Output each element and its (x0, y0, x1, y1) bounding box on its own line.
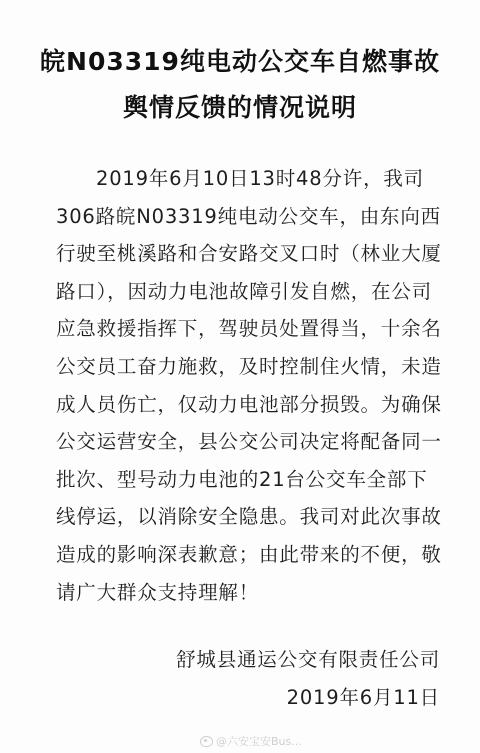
document-title-line-1: 皖N03319纯电动公交车自燃事故 (40, 47, 440, 76)
body-line: 2019年6月10日13时48分许，我司 (96, 167, 424, 190)
body-line: 请广大群众支持理解！ (56, 580, 260, 604)
signature-organization: 舒城县通运公交有限责任公司 (176, 648, 440, 671)
body-line: 批次、型号动力电池的21台公交车全部下 (56, 467, 428, 491)
weibo-icon (200, 736, 213, 747)
document-title-line-2: 舆情反馈的情况说明 (122, 93, 357, 122)
watermark (200, 733, 302, 749)
body-line: 应急救援指挥下，驾驶员处置得当，十余名 (56, 317, 442, 341)
signature-date: 2019年6月11日 (286, 686, 440, 709)
body-line: 成人员伤亡，仅动力电池部分损毁。为确保 (56, 392, 442, 416)
body-line: 行驶至桃溪路和合安路交叉口时（林业大厦 (56, 242, 442, 266)
body-line: 线停运，以消除安全隐患。我司对此次事故 (56, 505, 442, 529)
watermark-text: @六安宝安Bus... (216, 735, 302, 748)
body-line: 306路皖N03319纯电动公交车，由东向西 (56, 204, 441, 228)
body-line: 公交员工奋力施救，及时控制住火情，未造 (56, 354, 442, 378)
body-line: 造成的影响深表歉意；由此带来的不便，敬 (56, 542, 442, 566)
document-body (56, 160, 446, 611)
body-line: 公交运营安全，县公交公司决定将配备同一 (56, 430, 442, 454)
body-line: 路口），因动力电池故障引发自燃，在公司 (56, 279, 432, 303)
